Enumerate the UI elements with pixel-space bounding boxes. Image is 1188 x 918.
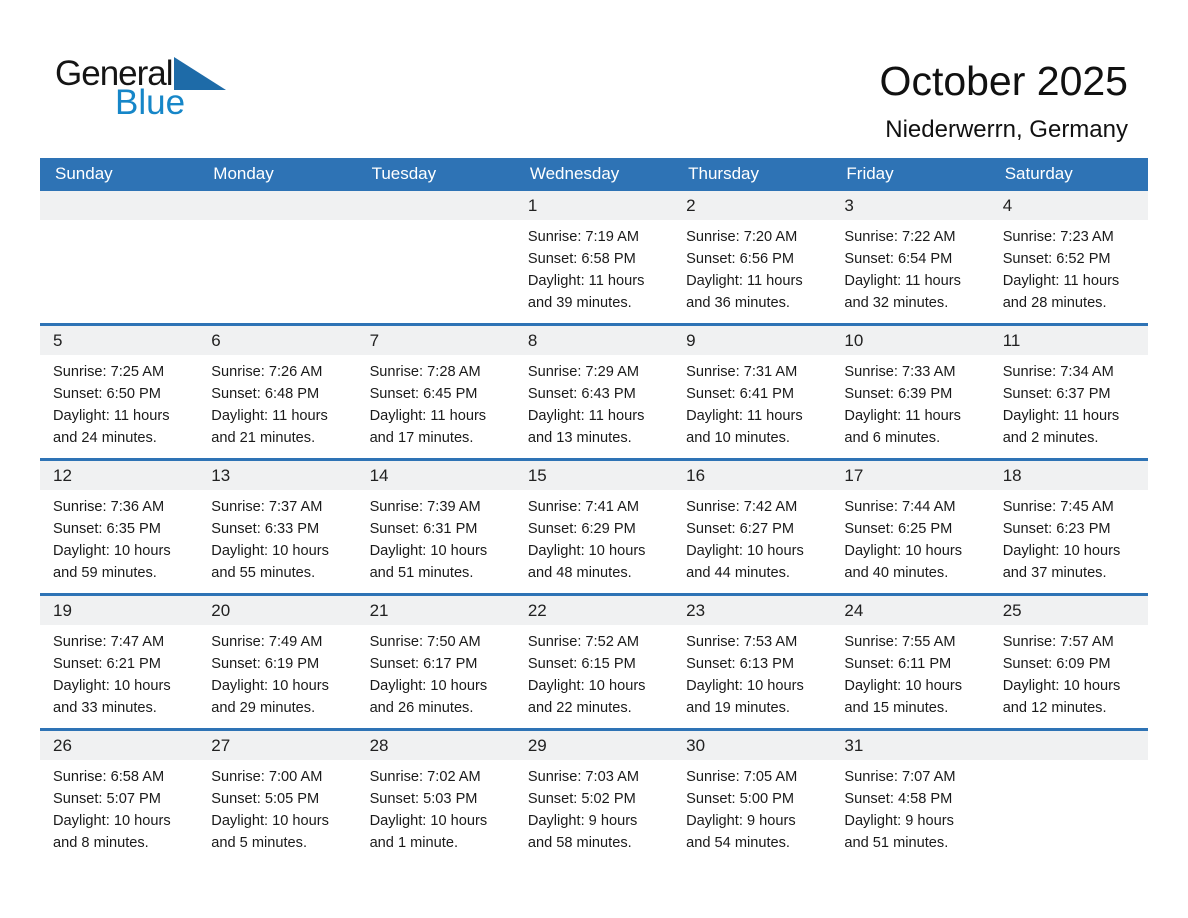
week-row-3 [40,458,1148,593]
day-number: 24 [831,596,989,625]
day-details [831,355,989,449]
day-number: 29 [515,731,673,760]
day-details [673,625,831,719]
daylight-text-line2: and 5 minutes. [211,835,308,851]
sunset-text: Sunset: 6:43 PM [527,386,636,402]
day-number: 7 [357,326,515,355]
daylight-text-line1: Daylight: 11 hours [686,408,803,424]
week-row-4 [40,593,1148,728]
day-details [357,760,515,854]
week-row-1 [40,188,1148,323]
general-blue-logo [55,56,226,120]
sunrise-text: Sunrise: 7:57 AM [1002,634,1114,650]
daylight-text-line1: Daylight: 10 hours [211,543,329,559]
sunset-text: Sunset: 6:50 PM [53,386,161,402]
sunrise-text: Sunrise: 7:22 AM [844,229,956,245]
daylight-text-line1: Daylight: 11 hours [211,408,328,424]
day-cell-22 [515,596,673,728]
day-details [40,355,198,449]
daylight-text-line2: and 12 minutes. [1002,700,1107,716]
weekday-label-wednesday: Wednesday [529,164,620,183]
daylight-text-line2: and 36 minutes. [686,295,790,311]
daylight-text-line1: Daylight: 9 hours [527,813,638,829]
day-details [515,355,673,449]
sunset-text: Sunset: 6:17 PM [369,656,478,672]
daylight-text-line1: Daylight: 11 hours [53,408,170,424]
daylight-text-line2: and 55 minutes. [211,565,316,581]
day-number [357,191,515,220]
daylight-text-line1: Daylight: 11 hours [1002,408,1120,424]
sunrise-text: Sunrise: 7:05 AM [686,769,798,785]
day-details [990,760,1148,766]
daylight-text-line2: and 32 minutes. [844,295,949,311]
sunrise-text: Sunrise: 7:37 AM [211,499,323,515]
day-number: 15 [515,461,673,490]
sunrise-text: Sunrise: 7:44 AM [844,499,956,515]
day-details [198,355,356,449]
daylight-text-line2: and 10 minutes. [686,430,790,446]
day-details [515,220,673,314]
sunset-text: Sunset: 6:23 PM [1002,521,1111,537]
daylight-text-line1: Daylight: 11 hours [844,273,961,289]
sunrise-text: Sunrise: 6:58 AM [53,769,165,785]
sunrise-text: Sunrise: 7:25 AM [53,364,165,380]
day-cell-11 [990,326,1148,458]
day-cell-empty [198,191,356,323]
sunset-text: Sunset: 6:09 PM [1002,656,1111,672]
day-details [831,490,989,584]
day-cell-18 [990,461,1148,593]
sunrise-text: Sunrise: 7:19 AM [527,229,639,245]
sunset-text: Sunset: 6:52 PM [1002,251,1111,267]
daylight-text-line2: and 22 minutes. [527,700,632,716]
day-details [990,625,1148,719]
day-number: 5 [40,326,198,355]
day-number: 14 [357,461,515,490]
day-details [40,220,198,226]
logo-word-general: General [55,54,173,93]
sunrise-text: Sunrise: 7:00 AM [211,769,323,785]
sunrise-text: Sunrise: 7:07 AM [844,769,956,785]
day-cell-15 [515,461,673,593]
day-number: 13 [198,461,356,490]
sunset-text: Sunset: 6:11 PM [844,656,952,672]
daylight-text-line2: and 48 minutes. [527,565,632,581]
day-details [357,625,515,719]
day-number: 22 [515,596,673,625]
day-details [831,625,989,719]
sunset-text: Sunset: 5:02 PM [527,791,636,807]
daylight-text-line1: Daylight: 9 hours [844,813,954,829]
sunrise-text: Sunrise: 7:23 AM [1002,229,1114,245]
day-number: 10 [831,326,989,355]
daylight-text-line2: and 26 minutes. [369,700,474,716]
sunset-text: Sunset: 6:37 PM [1002,386,1111,402]
daylight-text-line1: Daylight: 10 hours [527,543,646,559]
weekday-label-thursday: Thursday [688,164,759,183]
day-number: 18 [990,461,1148,490]
sunrise-text: Sunrise: 7:55 AM [844,634,956,650]
day-number [198,191,356,220]
day-details [198,220,356,226]
daylight-text-line1: Daylight: 10 hours [53,543,171,559]
sunset-text: Sunset: 6:19 PM [211,656,320,672]
location-subtitle: Niederwerrn, Germany [885,116,1128,144]
daylight-text-line1: Daylight: 10 hours [686,678,804,694]
day-number: 17 [831,461,989,490]
daylight-text-line2: and 24 minutes. [53,430,157,446]
daylight-text-line1: Daylight: 11 hours [527,408,645,424]
sunrise-text: Sunrise: 7:28 AM [369,364,481,380]
day-details [990,220,1148,314]
day-cell-1 [515,191,673,323]
day-number: 26 [40,731,198,760]
day-details [673,355,831,449]
sunset-text: Sunset: 6:33 PM [211,521,320,537]
daylight-text-line1: Daylight: 10 hours [527,678,646,694]
daylight-text-line1: Daylight: 10 hours [53,813,171,829]
day-cell-31 [831,731,989,863]
weekday-label-tuesday: Tuesday [371,164,437,183]
day-cell-25 [990,596,1148,728]
weekday-label-monday: Monday [213,164,274,183]
daylight-text-line1: Daylight: 10 hours [686,543,804,559]
day-number: 12 [40,461,198,490]
daylight-text-line1: Daylight: 10 hours [844,678,963,694]
sunset-text: Sunset: 6:56 PM [686,251,795,267]
day-cell-8 [515,326,673,458]
day-cell-29 [515,731,673,863]
day-cell-24 [831,596,989,728]
sunrise-text: Sunrise: 7:20 AM [686,229,798,245]
daylight-text-line1: Daylight: 9 hours [686,813,796,829]
day-cell-17 [831,461,989,593]
day-cell-27 [198,731,356,863]
daylight-text-line2: and 15 minutes. [844,700,949,716]
day-cell-2 [673,191,831,323]
weekday-label-saturday: Saturday [1004,164,1073,183]
day-number: 27 [198,731,356,760]
sunset-text: Sunset: 5:03 PM [369,791,478,807]
sunset-text: Sunset: 6:13 PM [686,656,795,672]
sunset-text: Sunset: 6:48 PM [211,386,320,402]
week-row-5 [40,728,1148,863]
daylight-text-line2: and 8 minutes. [53,835,149,851]
sunrise-text: Sunrise: 7:33 AM [844,364,956,380]
sunrise-text: Sunrise: 7:41 AM [527,499,639,515]
day-number: 23 [673,596,831,625]
day-cell-9 [673,326,831,458]
sunrise-text: Sunrise: 7:03 AM [527,769,639,785]
daylight-text-line2: and 59 minutes. [53,565,157,581]
day-details [357,220,515,226]
day-cell-empty [40,191,198,323]
sunrise-text: Sunrise: 7:45 AM [1002,499,1114,515]
sunrise-text: Sunrise: 7:29 AM [527,364,639,380]
sunset-text: Sunset: 5:05 PM [211,791,320,807]
day-details [990,490,1148,584]
day-cell-empty [357,191,515,323]
daylight-text-line2: and 2 minutes. [1002,430,1099,446]
daylight-text-line1: Daylight: 10 hours [844,543,963,559]
daylight-text-line1: Daylight: 11 hours [527,273,645,289]
sunset-text: Sunset: 6:45 PM [369,386,478,402]
day-details [357,355,515,449]
daylight-text-line2: and 21 minutes. [211,430,316,446]
sunset-text: Sunset: 6:41 PM [686,386,795,402]
day-cell-23 [673,596,831,728]
day-cell-4 [990,191,1148,323]
day-details [831,760,989,854]
day-details [40,490,198,584]
daylight-text-line1: Daylight: 10 hours [211,678,329,694]
daylight-text-line2: and 51 minutes. [369,565,474,581]
day-number: 1 [515,191,673,220]
daylight-text-line1: Daylight: 11 hours [369,408,487,424]
daylight-text-line2: and 19 minutes. [686,700,790,716]
day-number: 21 [357,596,515,625]
daylight-text-line2: and 58 minutes. [527,835,632,851]
day-cell-30 [673,731,831,863]
daylight-text-line2: and 28 minutes. [1002,295,1107,311]
day-cell-10 [831,326,989,458]
day-details [198,625,356,719]
daylight-text-line1: Daylight: 10 hours [369,813,488,829]
sunset-text: Sunset: 6:15 PM [527,656,636,672]
day-number: 25 [990,596,1148,625]
daylight-text-line2: and 33 minutes. [53,700,157,716]
daylight-text-line1: Daylight: 10 hours [369,678,488,694]
weekday-label-sunday: Sunday [55,164,113,183]
daylight-text-line1: Daylight: 11 hours [686,273,803,289]
page-title: October 2025 [879,58,1128,104]
daylight-text-line2: and 39 minutes. [527,295,632,311]
sunrise-text: Sunrise: 7:02 AM [369,769,481,785]
day-number: 30 [673,731,831,760]
daylight-text-line1: Daylight: 10 hours [1002,543,1121,559]
sunset-text: Sunset: 6:58 PM [527,251,636,267]
day-details [515,625,673,719]
day-details [831,220,989,314]
daylight-text-line2: and 54 minutes. [686,835,790,851]
week-row-2 [40,323,1148,458]
daylight-text-line2: and 6 minutes. [844,430,941,446]
sunset-text: Sunset: 6:27 PM [686,521,795,537]
daylight-text-line2: and 1 minute. [369,835,458,851]
daylight-text-line1: Daylight: 10 hours [211,813,329,829]
day-details [990,355,1148,449]
day-number: 19 [40,596,198,625]
day-cell-21 [357,596,515,728]
daylight-text-line2: and 40 minutes. [844,565,949,581]
sunset-text: Sunset: 6:21 PM [53,656,161,672]
day-number: 2 [673,191,831,220]
day-cell-28 [357,731,515,863]
day-number [990,731,1148,760]
sunset-text: Sunset: 5:07 PM [53,791,161,807]
day-details [40,625,198,719]
day-number: 16 [673,461,831,490]
sunrise-text: Sunrise: 7:39 AM [369,499,481,515]
sunrise-text: Sunrise: 7:47 AM [53,634,165,650]
sunrise-text: Sunrise: 7:52 AM [527,634,639,650]
sunrise-text: Sunrise: 7:36 AM [53,499,165,515]
logo-word-blue: Blue [115,83,186,122]
calendar [40,158,1148,863]
day-cell-empty [990,731,1148,863]
day-cell-16 [673,461,831,593]
day-details [673,490,831,584]
sunset-text: Sunset: 6:35 PM [53,521,161,537]
weekday-label-friday: Friday [846,164,894,183]
sunset-text: Sunset: 4:58 PM [844,791,953,807]
day-cell-5 [40,326,198,458]
day-cell-26 [40,731,198,863]
sunset-text: Sunset: 6:31 PM [369,521,478,537]
daylight-text-line1: Daylight: 10 hours [53,678,171,694]
sunrise-text: Sunrise: 7:50 AM [369,634,481,650]
day-details [673,760,831,854]
sunset-text: Sunset: 6:25 PM [844,521,953,537]
day-cell-20 [198,596,356,728]
sunset-text: Sunset: 6:29 PM [527,521,636,537]
daylight-text-line2: and 44 minutes. [686,565,790,581]
day-number: 11 [990,326,1148,355]
day-cell-6 [198,326,356,458]
day-details [40,760,198,854]
day-number: 20 [198,596,356,625]
day-details [515,490,673,584]
day-number [40,191,198,220]
sunrise-text: Sunrise: 7:34 AM [1002,364,1114,380]
daylight-text-line1: Daylight: 11 hours [1002,273,1120,289]
weekday-header-row [40,158,1148,188]
daylight-text-line2: and 13 minutes. [527,430,632,446]
daylight-text-line2: and 29 minutes. [211,700,316,716]
day-number: 3 [831,191,989,220]
sunrise-text: Sunrise: 7:53 AM [686,634,798,650]
day-number: 8 [515,326,673,355]
sunset-text: Sunset: 5:00 PM [686,791,795,807]
day-details [673,220,831,314]
daylight-text-line2: and 17 minutes. [369,430,474,446]
day-number: 6 [198,326,356,355]
day-details [198,760,356,854]
sunset-text: Sunset: 6:54 PM [844,251,953,267]
day-cell-14 [357,461,515,593]
daylight-text-line1: Daylight: 11 hours [844,408,961,424]
day-details [515,760,673,854]
title-block [880,58,1128,144]
daylight-text-line2: and 51 minutes. [844,835,949,851]
day-number: 28 [357,731,515,760]
day-details [357,490,515,584]
daylight-text-line1: Daylight: 10 hours [1002,678,1121,694]
sunrise-text: Sunrise: 7:31 AM [686,364,798,380]
daylight-text-line1: Daylight: 10 hours [369,543,488,559]
sunrise-text: Sunrise: 7:49 AM [211,634,323,650]
daylight-text-line2: and 37 minutes. [1002,565,1107,581]
day-number: 31 [831,731,989,760]
day-cell-13 [198,461,356,593]
day-number: 4 [990,191,1148,220]
day-details [198,490,356,584]
day-cell-19 [40,596,198,728]
sunrise-text: Sunrise: 7:26 AM [211,364,323,380]
day-number: 9 [673,326,831,355]
day-cell-3 [831,191,989,323]
sunset-text: Sunset: 6:39 PM [844,386,953,402]
day-cell-7 [357,326,515,458]
day-cell-12 [40,461,198,593]
sunrise-text: Sunrise: 7:42 AM [686,499,798,515]
